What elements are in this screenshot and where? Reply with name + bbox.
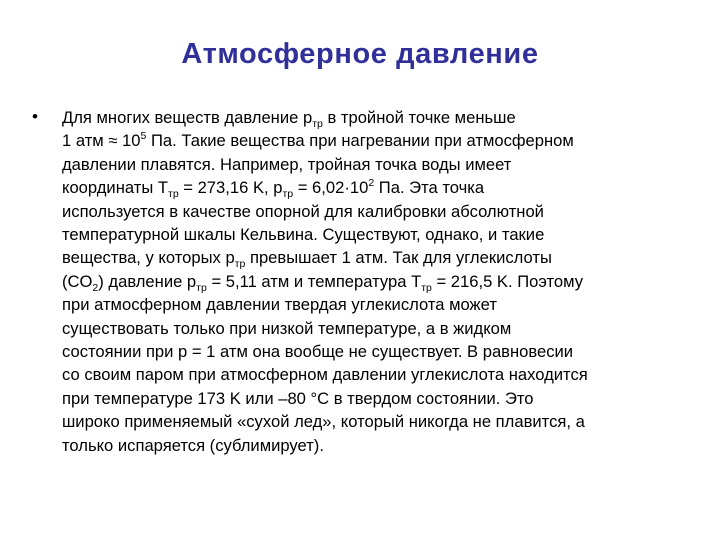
text-run: (CO [62, 271, 93, 291]
text-run: при атмосферном давлении твердая углекислота может [62, 295, 497, 315]
text-line [62, 153, 702, 176]
text-run: Па. Такие вещества при нагревании при атмосферном [146, 131, 574, 151]
text-line [62, 410, 702, 433]
slide-title: Атмосферное давление [181, 38, 539, 70]
subscript: тр [234, 258, 246, 271]
text-run: ) давление p [98, 271, 197, 291]
text-line [62, 129, 702, 152]
superscript: 5 [140, 130, 147, 143]
text-run: 1 атм ≈ 10 [62, 131, 141, 151]
text-line [62, 270, 702, 293]
text-run: давлении плавятся. Например, тройная точка воды имеет [62, 154, 512, 174]
text-run: состоянии при p = 1 атм она вообще не существует. В равновесии [62, 342, 574, 362]
text-line [62, 387, 702, 410]
text-run: существовать только при низкой температуре, а в жидком [62, 318, 512, 338]
bullet-text [62, 106, 702, 457]
text-line [62, 223, 702, 246]
text-run: = 216,5 K. Поэтому [431, 271, 584, 291]
text-run: при температуре 173 K или –80 °C в твердом состоянии. Это [62, 388, 534, 408]
text-run: Па. Эта точка [374, 178, 485, 198]
text-run: используется в качестве опорной для калибровки абсолютной [62, 201, 544, 221]
text-run: со своим паром при атмосферном давлении углекислота находится [62, 365, 588, 385]
subscript: тр [282, 188, 294, 201]
text-run: широко применяемый «сухой лед», который никогда не плавится, а [62, 412, 585, 432]
subscript: тр [196, 281, 207, 294]
text-run: = 5,11 атм и температура T [206, 271, 422, 291]
text-run: = 6,02·10 [293, 178, 369, 198]
text-line [62, 317, 702, 340]
text-line [62, 293, 702, 316]
text-line [62, 340, 702, 363]
text-run: только испаряется (сублимирует). [62, 435, 324, 455]
subscript: тр [168, 188, 179, 201]
text-line [62, 363, 702, 386]
text-run: Для многих веществ давление p [62, 108, 313, 127]
text-line [62, 176, 702, 199]
subscript: тр [421, 281, 432, 294]
bullet-marker: • [32, 107, 38, 126]
text-line [62, 434, 702, 457]
text-line [62, 246, 702, 269]
text-run: вещества, у которых p [62, 248, 235, 268]
text-run: температурной шкалы Кельвина. Существуют, однако, и такие [62, 225, 545, 245]
superscript: 2 [368, 177, 375, 190]
text-line [62, 200, 702, 223]
text-run: координаты T [62, 178, 169, 198]
text-run: превышает 1 атм. Так для углекислоты [245, 248, 552, 268]
text-run: = 273,16 K, p [178, 178, 283, 198]
text-line [62, 106, 702, 129]
text-run: в тройной точке меньше [322, 108, 516, 127]
subscript: тр [312, 118, 323, 130]
subscript: 2 [92, 281, 99, 294]
